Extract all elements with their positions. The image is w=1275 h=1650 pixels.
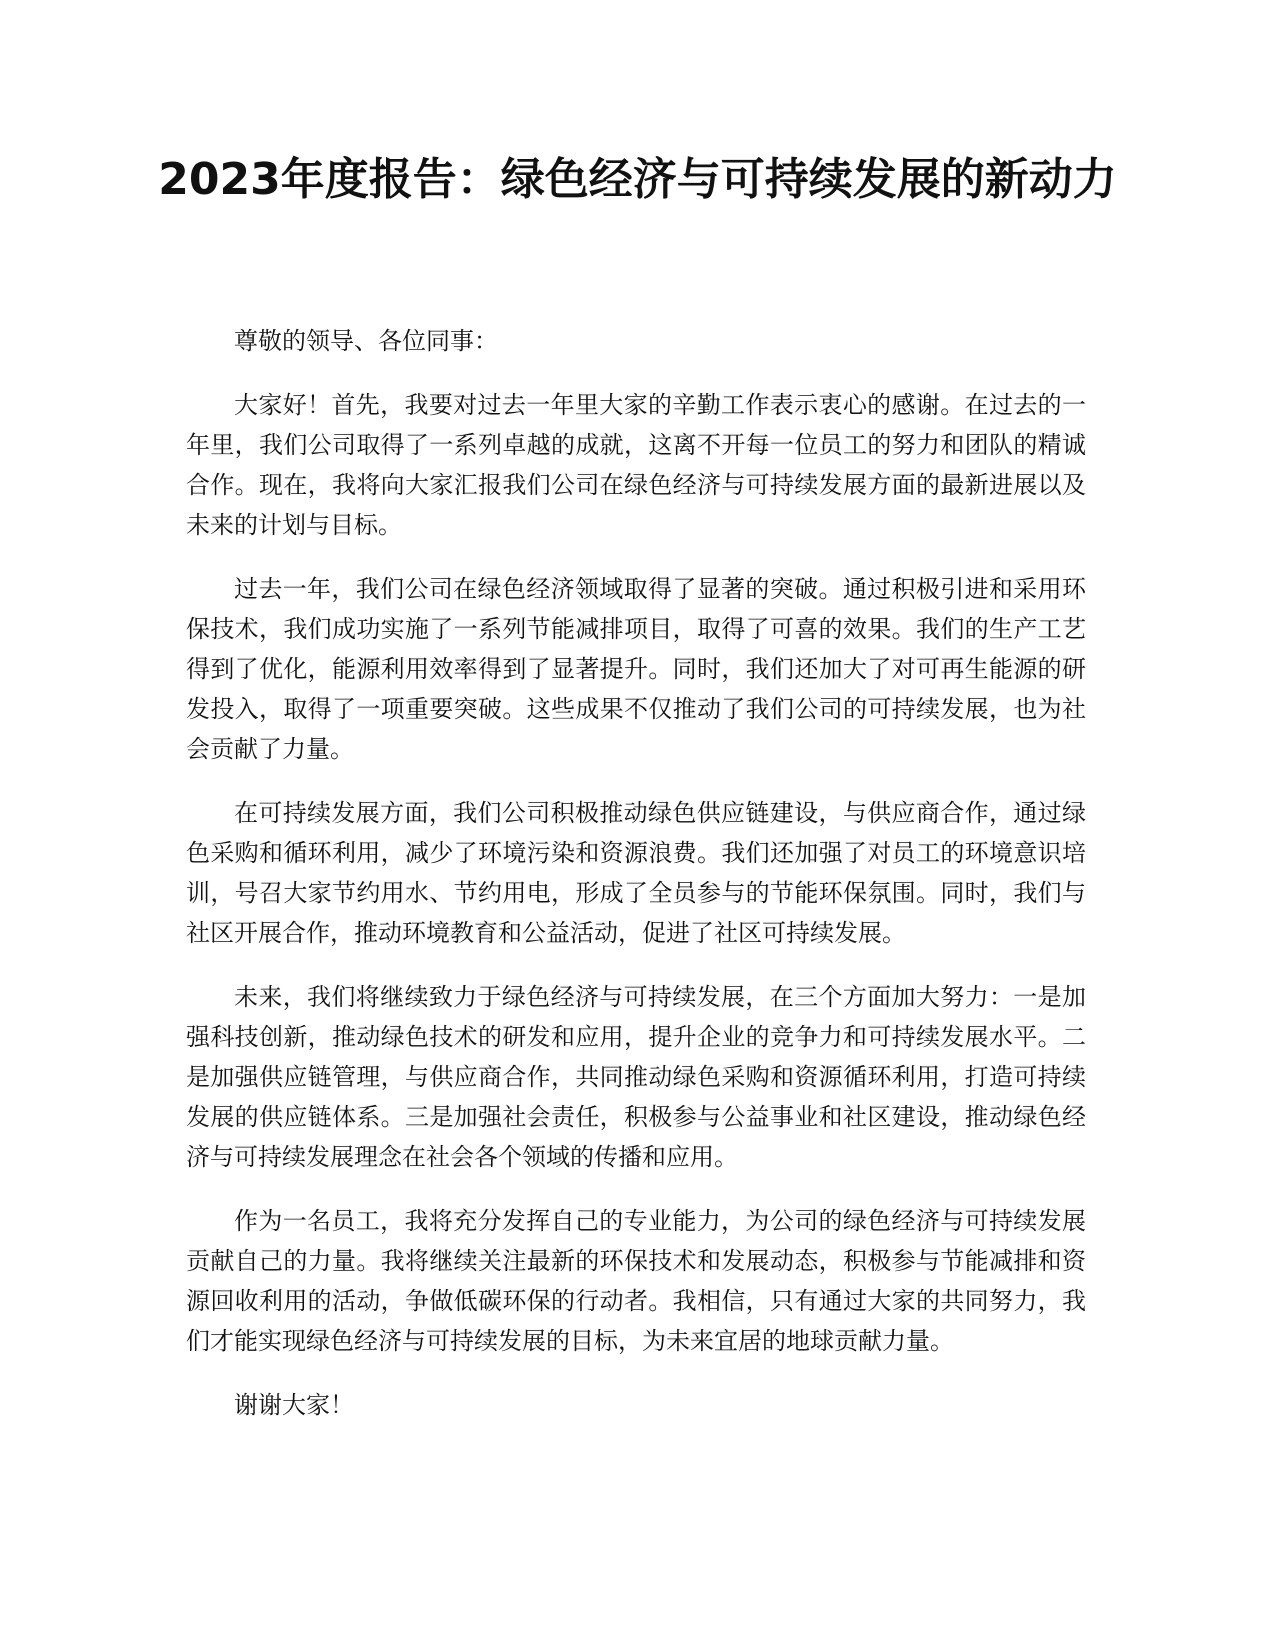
salutation: 尊敬的领导、各位同事： (234, 327, 498, 355)
document-body (186, 321, 1086, 1449)
paragraph-2: 过去一年，我们公司在绿色经济领域取得了显著的突破。通过积极引进和采用环保技术，我们成功实施了一系列节能减排项目，取得了可喜的效果。我们的生产工艺得到了优化，能源利用效率得到了显著提升。同时，我们还加大了对可再生能源的研发投入，取得了一项重要突破。这些成果不仅推动了我们公司的可持续发展，也为社会贡献了力量。 (186, 575, 1086, 763)
paragraph-5: 作为一名员工，我将充分发挥自己的专业能力，为公司的绿色经济与可持续发展贡献自己的力量。我将继续关注最新的环保技术和发展动态，积极参与节能减排和资源回收利用的活动，争做低碳环保的行动者。我相信，只有通过大家的共同努力，我们才能实现绿色经济与可持续发展的目标，为未来宜居的地球贡献力量。 (186, 1207, 1086, 1355)
document-title: 2023年度报告：绿色经济与可持续发展的新动力 (158, 154, 1117, 205)
closing: 谢谢大家！ (234, 1391, 354, 1419)
paragraph-3: 在可持续发展方面，我们公司积极推动绿色供应链建设，与供应商合作，通过绿色采购和循环利用，减少了环境污染和资源浪费。我们还加强了对员工的环境意识培训，号召大家节约用水、节约用电，形成了全员参与的节能环保氛围。同时，我们与社区开展合作，推动环境教育和公益活动，促进了社区可持续发展。 (186, 799, 1086, 947)
paragraph-4: 未来，我们将继续致力于绿色经济与可持续发展，在三个方面加大努力：一是加强科技创新，推动绿色技术的研发和应用，提升企业的竞争力和可持续发展水平。二是加强供应链管理，与供应商合作，共同推动绿色采购和资源循环利用，打造可持续发展的供应链体系。三是加强社会责任，积极参与公益事业和社区建设，推动绿色经济与可持续发展理念在社会各个领域的传播和应用。 (186, 983, 1086, 1171)
paragraph-1: 大家好！首先，我要对过去一年里大家的辛勤工作表示衷心的感谢。在过去的一年里，我们公司取得了一系列卓越的成就，这离不开每一位员工的努力和团队的精诚合作。现在，我将向大家汇报我们公司在绿色经济与可持续发展方面的最新进展以及未来的计划与目标。 (186, 391, 1086, 539)
